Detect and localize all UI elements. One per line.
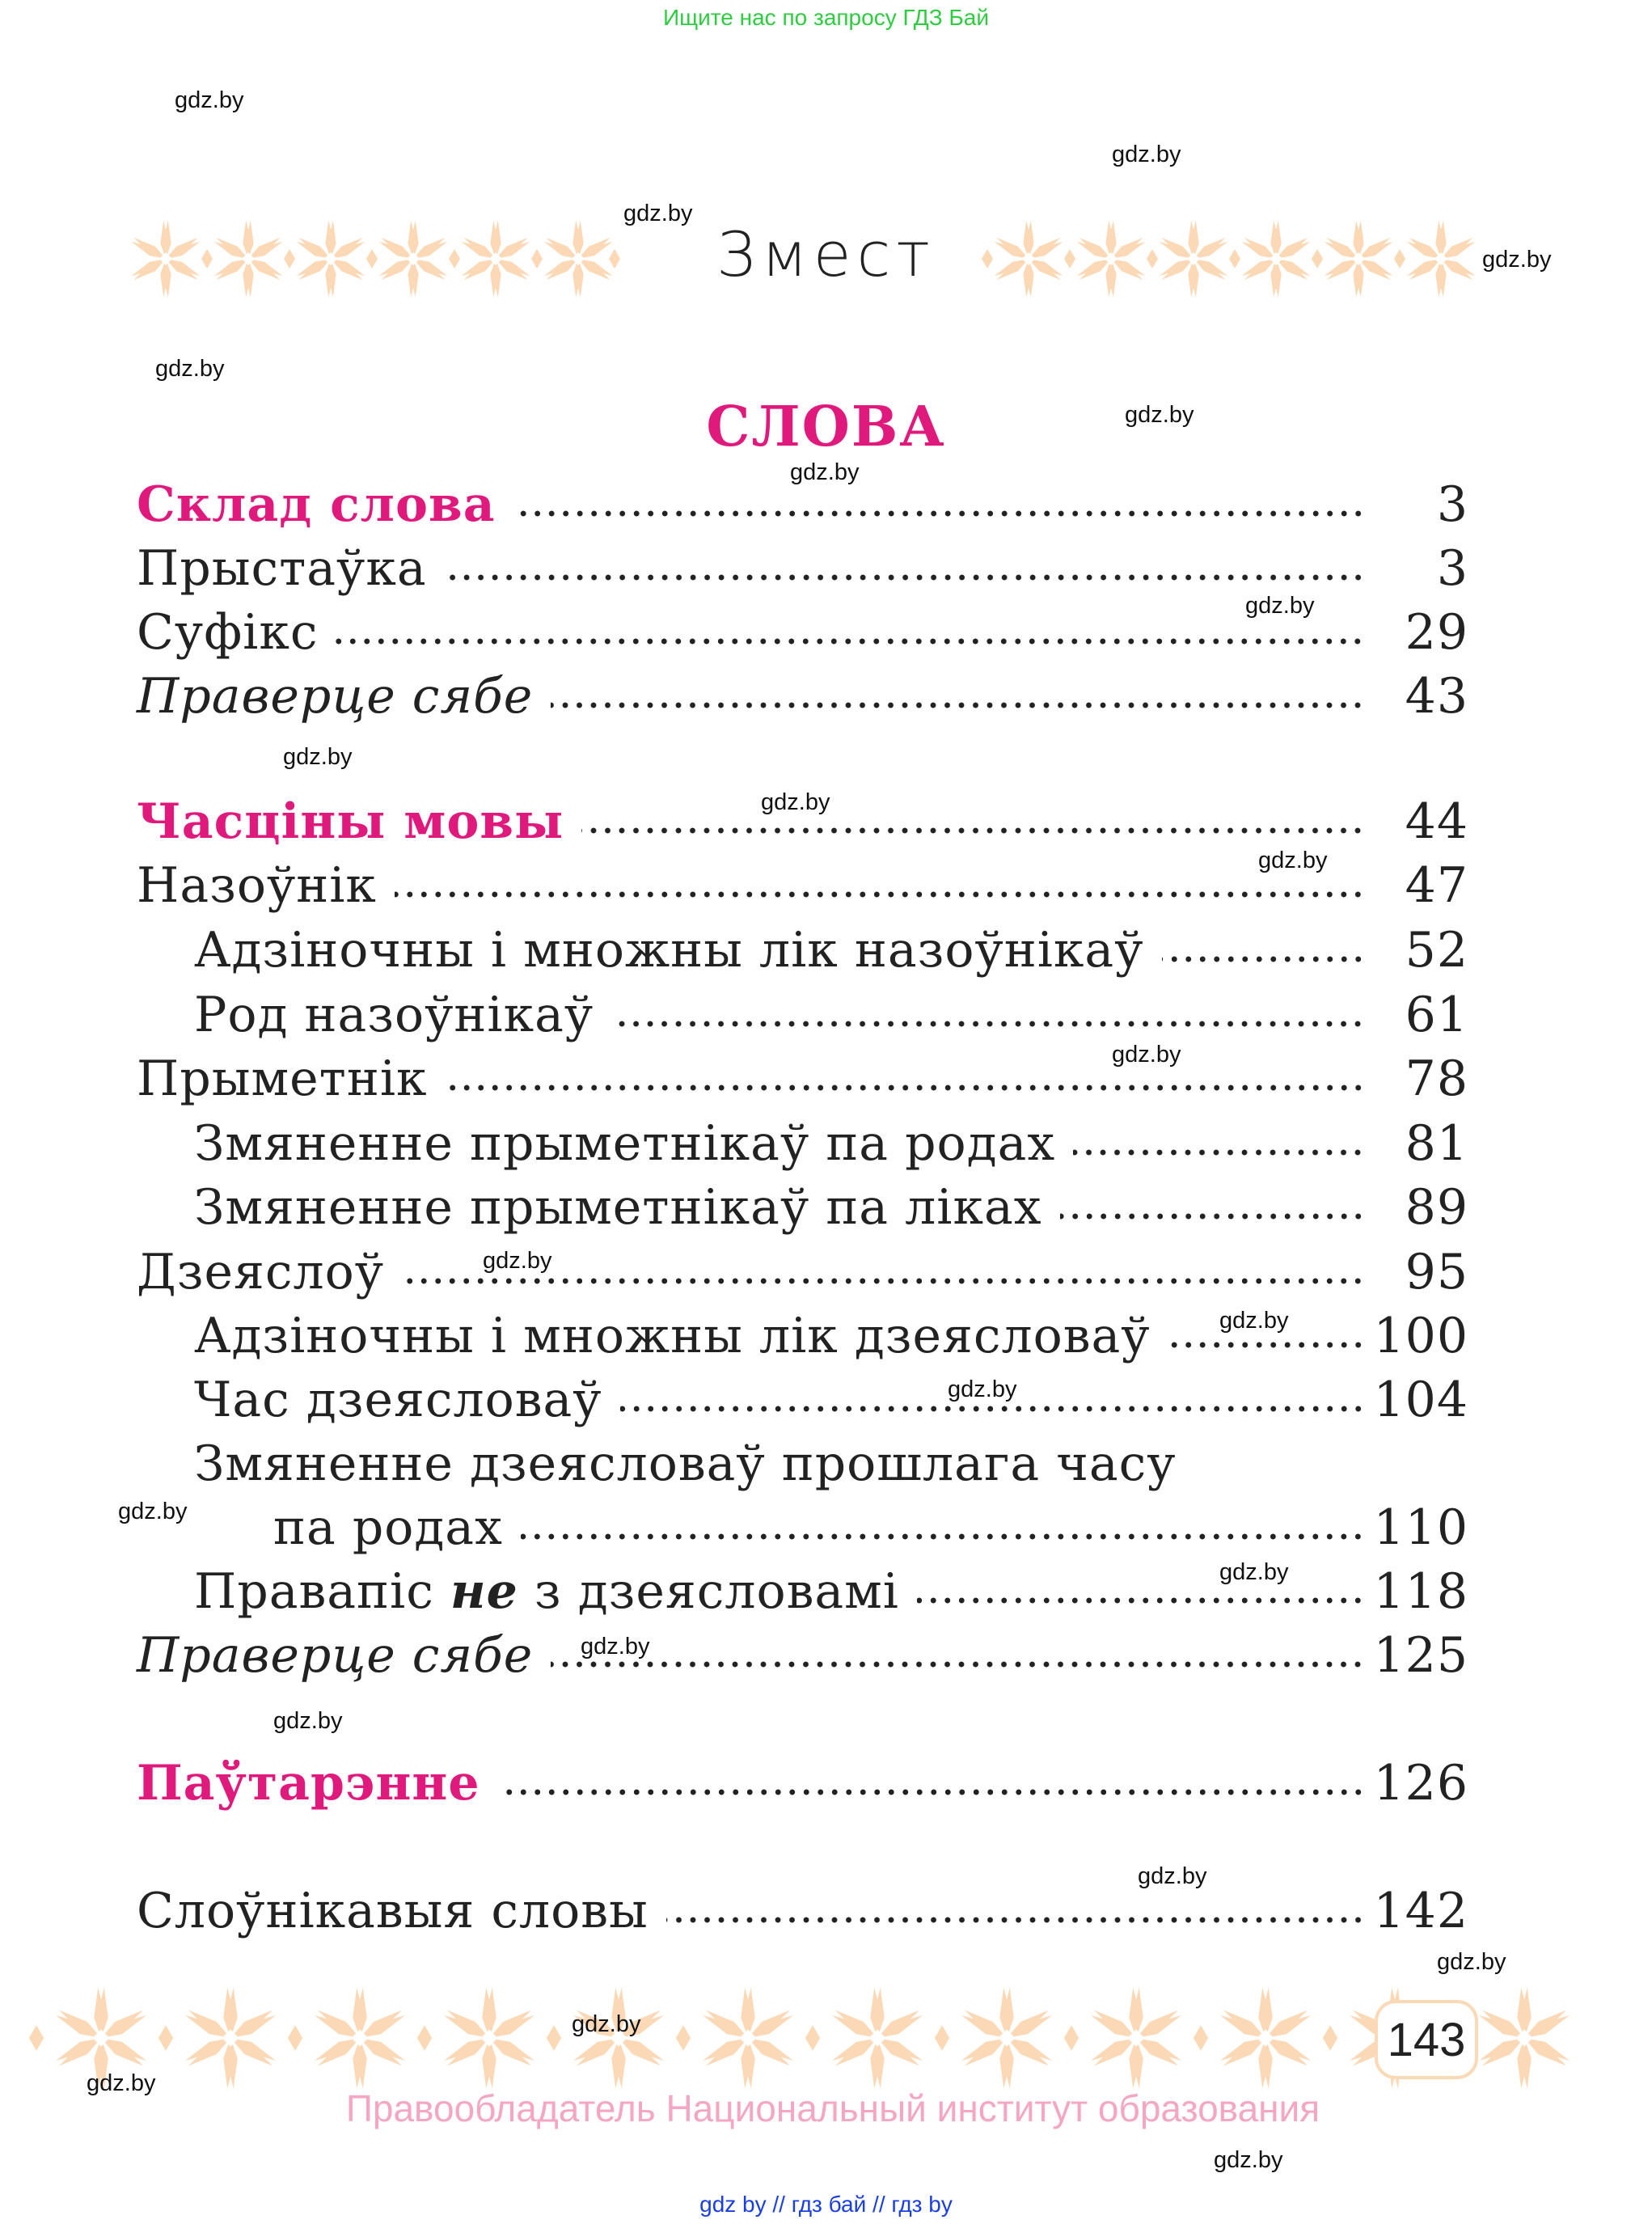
toc-entry-label: Праверце сябе <box>137 668 534 725</box>
toc-entry[interactable] <box>137 1623 1468 1688</box>
watermark: gdz.by <box>623 201 693 226</box>
watermark: gdz.by <box>572 2011 641 2037</box>
watermark: gdz.by <box>790 459 860 485</box>
toc-entry-label: Адзіночны і множны лік назоўнікаў <box>194 922 1144 979</box>
toc-entry[interactable] <box>194 1175 1468 1240</box>
toc-entry-page: 118 <box>1373 1563 1468 1620</box>
toc-entry-label: Слоўнікавыя словы <box>137 1883 649 1939</box>
ornament-star <box>1477 1988 1571 2089</box>
watermark: gdz.by <box>175 87 244 113</box>
ornament-diamond <box>288 2025 302 2050</box>
dot-leader <box>666 1915 1365 1925</box>
watermark: gdz.by <box>273 1708 343 1734</box>
ornament-star <box>312 1988 407 2089</box>
watermark: gdz.by <box>1112 1042 1181 1068</box>
dot-leader <box>395 890 1365 899</box>
toc-entry-label: Прыстаўка <box>137 540 427 597</box>
toc-entry[interactable] <box>137 536 1468 601</box>
toc-entry[interactable] <box>194 1111 1468 1176</box>
dot-leader <box>445 573 1365 582</box>
toc-entry-page: 81 <box>1405 1115 1468 1172</box>
watermark: gdz.by <box>761 789 830 815</box>
toc-entry-label: Час дзеясловаў <box>194 1372 602 1428</box>
toc-entry-label: Змяненне прыметнікаў па родах <box>194 1115 1056 1172</box>
toc-entry-label: Прыметнік <box>137 1051 428 1107</box>
dot-leader <box>402 1276 1365 1286</box>
watermark: gdz.by <box>1219 1308 1289 1334</box>
label-text: з дзеясловамі <box>518 1563 899 1620</box>
ornament-diamond <box>676 2025 691 2050</box>
toc-entry[interactable] <box>194 983 1468 1047</box>
toc-entry-label: Адзіночны і множны лік дзеясловаў <box>194 1308 1151 1364</box>
toc-entry-label <box>194 1563 917 1620</box>
ornament-diamond <box>1323 2025 1337 2050</box>
ornament-star <box>1088 1988 1183 2089</box>
watermark: gdz.by <box>1482 247 1552 273</box>
toc-entry-page: 95 <box>1405 1244 1468 1300</box>
toc-entry-page: 78 <box>1405 1051 1468 1107</box>
toc-entry-page: 3 <box>1436 476 1468 533</box>
ornament-diamond <box>547 2025 561 2050</box>
dot-leader <box>498 1787 1366 1797</box>
toc-entry-page: 126 <box>1373 1755 1468 1812</box>
watermark: gdz.by <box>948 1376 1017 1402</box>
toc-entry-label: Суфікс <box>137 604 319 661</box>
watermark: gdz.by <box>1437 1949 1506 1975</box>
bottom-links[interactable]: gdz by // гдз бай // гдз by <box>699 2192 953 2217</box>
dot-leader <box>1162 954 1366 964</box>
ornament-diamond <box>417 2025 432 2050</box>
toc-entry-label: Назоўнік <box>137 857 377 914</box>
toc-entry[interactable] <box>194 918 1468 983</box>
toc-entry[interactable] <box>137 1046 1468 1111</box>
ornament-diamond <box>1064 2025 1079 2050</box>
watermark: gdz.by <box>155 356 225 382</box>
toc-entry-label: Змяненне дзеясловаў прошлага часу <box>194 1435 1177 1492</box>
dot-leader <box>917 1596 1365 1605</box>
watermark: gdz.by <box>1245 593 1315 619</box>
watermark: gdz.by <box>1138 1863 1207 1889</box>
toc-entry-label: Склад слова <box>137 476 496 533</box>
ornament-star <box>1218 1988 1312 2089</box>
toc-entry-page: 47 <box>1405 857 1468 914</box>
toc-entry-label: Часціны мовы <box>137 793 564 850</box>
toc-entry-page: 52 <box>1405 922 1468 979</box>
rights-holder: Правообладатель Национальный институт образования <box>345 2087 1320 2129</box>
dot-leader <box>551 700 1365 710</box>
toc-entry[interactable] <box>194 1431 1468 1496</box>
watermark: gdz.by <box>1112 142 1181 167</box>
ornament-diamond <box>29 2025 44 2050</box>
page-title: Змест <box>716 218 936 290</box>
watermark: gdz.by <box>581 1634 650 1660</box>
toc-entry[interactable] <box>194 1368 1468 1432</box>
watermark: gdz.by <box>87 2070 156 2096</box>
ornament-diamond <box>805 2025 820 2050</box>
toc-entry[interactable] <box>137 1240 1468 1304</box>
watermark: gdz.by <box>1125 402 1194 428</box>
ornament-star <box>571 1988 665 2089</box>
dot-leader <box>551 1660 1365 1669</box>
dot-leader <box>446 1083 1365 1093</box>
dot-leader <box>611 1019 1365 1029</box>
dot-leader <box>336 636 1365 646</box>
watermark: gdz.by <box>283 744 353 770</box>
toc-entry[interactable] <box>137 1751 1468 1816</box>
dot-leader <box>581 826 1365 835</box>
ornament-star <box>442 1988 536 2089</box>
watermark: gdz.by <box>483 1248 552 1274</box>
emphasis-text: не <box>450 1563 518 1620</box>
toc-entry[interactable] <box>137 664 1468 729</box>
toc-entry-page: 125 <box>1373 1627 1468 1684</box>
watermark: gdz.by <box>118 1499 188 1524</box>
section-title: СЛОВА <box>706 395 946 459</box>
page-number: 143 <box>1375 2000 1478 2079</box>
toc-entry-page: 44 <box>1405 793 1468 850</box>
dot-leader <box>1168 1340 1365 1350</box>
toc-entry-page: 110 <box>1373 1499 1468 1556</box>
toc-entry-page: 61 <box>1405 987 1468 1043</box>
ornament-star <box>700 1988 795 2089</box>
toc-entry-label: Дзеяслоў <box>137 1244 385 1300</box>
toc-entry-page: 29 <box>1405 604 1468 661</box>
toc-entry-label: па родах <box>273 1499 503 1556</box>
toc-entry-page: 89 <box>1405 1179 1468 1236</box>
ornament-diamond <box>1194 2025 1208 2050</box>
toc-entry-page: 3 <box>1436 540 1468 597</box>
toc-entry-label: Праверце сябе <box>137 1627 534 1684</box>
ornament-diamond <box>935 2025 949 2050</box>
dot-leader <box>521 1532 1365 1541</box>
top-banner[interactable]: Ищите нас по запросу ГДЗ Бай <box>662 5 990 30</box>
ornament-star <box>959 1988 1054 2089</box>
toc-entry-label: Паўтарэнне <box>137 1755 480 1812</box>
toc-entry[interactable] <box>137 1879 1468 1943</box>
toc-entry-label: Змяненне прыметнікаў па ліках <box>194 1179 1042 1236</box>
watermark: gdz.by <box>1219 1559 1289 1585</box>
ornament-diamond <box>158 2025 173 2050</box>
toc-entry-page: 100 <box>1373 1308 1468 1364</box>
ornament-star <box>830 1988 924 2089</box>
watermark: gdz.by <box>1214 2147 1283 2173</box>
watermark: gdz.by <box>1258 848 1328 873</box>
dot-leader <box>620 1404 1365 1414</box>
toc-entry-page: 104 <box>1373 1372 1468 1428</box>
dot-leader <box>1073 1148 1365 1157</box>
toc-entry-label: Род назоўнікаў <box>194 987 594 1043</box>
toc-entry-page: 142 <box>1373 1883 1468 1939</box>
toc-entry-page: 43 <box>1405 668 1468 725</box>
label-text: Правапіс <box>194 1563 450 1620</box>
ornament-star <box>183 1988 277 2089</box>
dot-leader <box>1060 1211 1365 1221</box>
toc-entry[interactable] <box>273 1495 1468 1560</box>
dot-leader <box>513 509 1365 518</box>
